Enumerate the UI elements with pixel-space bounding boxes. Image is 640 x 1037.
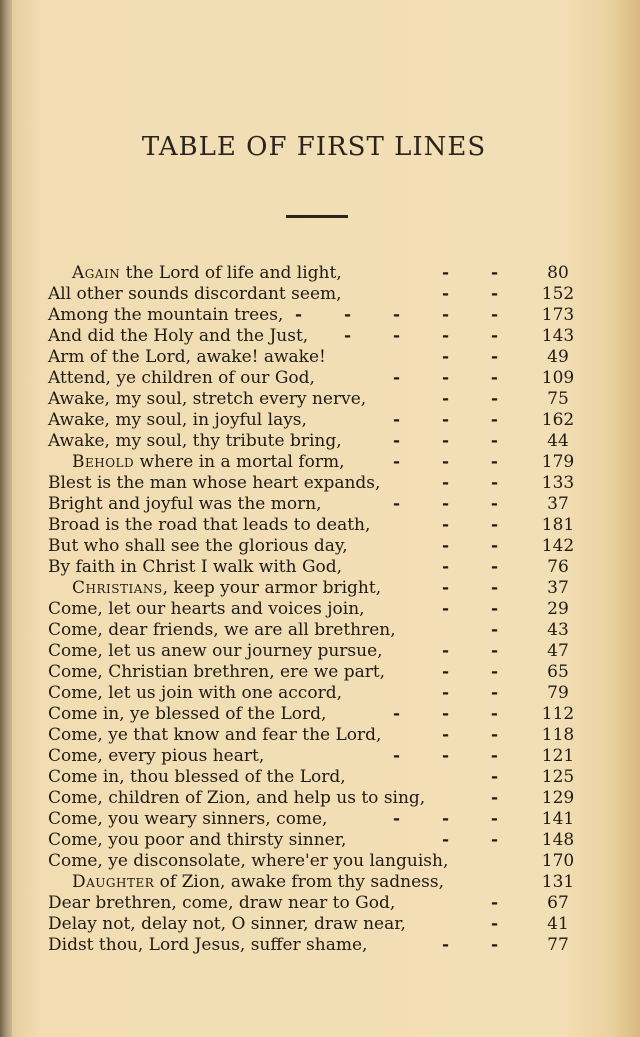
first-line-text (48, 305, 283, 326)
list-item (48, 767, 588, 788)
first-line-rest: Come, Christian brethren, ere we part, (48, 662, 386, 682)
first-line-rest: , keep your armor bright, (162, 578, 382, 598)
leader-dashes: - - (441, 830, 516, 850)
page-number: 162 (541, 410, 575, 430)
first-line-text (48, 683, 342, 704)
leader-dashes: - - (441, 935, 516, 955)
list-item (48, 704, 588, 725)
leader-dashes: - - - (392, 809, 516, 829)
list-item (48, 305, 588, 326)
first-line-rest: Delay not, delay not, O sinner, draw near, (48, 914, 406, 934)
list-item (48, 620, 588, 641)
page-number: 131 (541, 872, 575, 892)
leader-dashes: - - - - - (295, 305, 516, 325)
list-item (48, 641, 588, 662)
list-item (48, 389, 588, 410)
page-number: 41 (547, 914, 569, 934)
page-number: 112 (541, 704, 575, 724)
first-line-rest: Come, you weary sinners, come, (48, 809, 328, 829)
leader-dashes: - - (441, 389, 516, 409)
first-line-text (48, 410, 307, 431)
page-number: 170 (541, 851, 575, 871)
first-line-text (48, 284, 342, 305)
first-line-rest: All other sounds discordant seem, (48, 284, 342, 304)
first-line-text (48, 935, 367, 956)
first-line-rest: Awake, my soul, thy tribute bring, (48, 431, 342, 451)
first-line-rest: Come, let us join with one accord, (48, 683, 342, 703)
list-item (48, 893, 588, 914)
page-number: 43 (547, 620, 569, 640)
leader-dashes: - (490, 914, 516, 934)
list-item (48, 809, 588, 830)
first-line-rest: Attend, ye children of our God, (48, 368, 315, 388)
first-line-text (48, 389, 366, 410)
list-item (48, 452, 588, 473)
leader-dashes: - - (441, 515, 516, 535)
first-line-text (48, 830, 346, 851)
first-line-rest: Come, dear friends, we are all brethren, (48, 620, 396, 640)
list-item (48, 473, 588, 494)
first-line-text (48, 557, 342, 578)
first-line-text (48, 620, 396, 641)
list-item (48, 599, 588, 620)
leader-dashes: - (490, 767, 516, 787)
first-lines-list (48, 263, 588, 956)
page-number: 44 (547, 431, 569, 451)
first-line-rest: Come in, ye blessed of the Lord, (48, 704, 327, 724)
page-number: 181 (541, 515, 575, 535)
leader-dashes: - - - (392, 704, 516, 724)
page-number: 148 (541, 830, 575, 850)
page-number: 143 (541, 326, 575, 346)
page-number: 29 (547, 599, 569, 619)
list-item (48, 683, 588, 704)
leader-dashes: - - - (392, 368, 516, 388)
page-number: 129 (541, 788, 575, 808)
leader-dashes: - (490, 620, 516, 640)
first-line-rest: Come, let us anew our journey pursue, (48, 641, 383, 661)
page-number: 37 (547, 494, 569, 514)
leader-dashes: - - (441, 536, 516, 556)
first-line-text (48, 914, 406, 935)
page-number: 76 (547, 557, 569, 577)
title-rule (286, 215, 348, 218)
page-number: 65 (547, 662, 569, 682)
leader-dashes: - - (441, 725, 516, 745)
leader-dashes: - - (441, 599, 516, 619)
list-item (48, 494, 588, 515)
list-item (48, 284, 588, 305)
first-line-rest: Come, every pious heart, (48, 746, 265, 766)
page-number: 118 (541, 725, 575, 745)
list-item (48, 746, 588, 767)
first-line-rest: Come, children of Zion, and help us to sing, (48, 788, 426, 808)
leader-dashes: - - (441, 641, 516, 661)
leader-dashes: - - - (392, 452, 516, 472)
first-line-text (48, 473, 380, 494)
leader-dashes: - - - (392, 494, 516, 514)
list-item (48, 368, 588, 389)
list-item (48, 431, 588, 452)
first-line-rest: By faith in Christ I walk with God, (48, 557, 343, 577)
first-line-rest: Awake, my soul, stretch every nerve, (48, 389, 367, 409)
first-line-text (48, 746, 264, 767)
first-line-text (48, 515, 370, 536)
page-number: 121 (541, 746, 575, 766)
first-line-text (48, 263, 342, 284)
list-item (48, 851, 588, 872)
list-item (48, 536, 588, 557)
first-line-rest: the Lord of life and light, (120, 263, 342, 283)
leader-dashes: - - - - (344, 326, 516, 346)
leader-dashes: - (490, 788, 516, 808)
first-line-text (48, 536, 348, 557)
leader-dashes: - - (441, 473, 516, 493)
first-line-rest: Blest is the man whose heart expands, (48, 473, 381, 493)
page-number: 67 (547, 893, 569, 913)
leader-dashes: - - - (392, 431, 516, 451)
first-line-rest: of Zion, awake from thy sadness, (154, 872, 444, 892)
page-number: 37 (547, 578, 569, 598)
first-line-rest: Awake, my soul, in joyful lays, (48, 410, 307, 430)
list-item (48, 578, 588, 599)
first-line-text (48, 767, 346, 788)
leader-dashes: - - (441, 284, 516, 304)
leader-dashes: - - (441, 662, 516, 682)
first-line-rest: Come in, thou blessed of the Lord, (48, 767, 346, 787)
list-item (48, 662, 588, 683)
first-line-rest: Dear brethren, come, draw near to God, (48, 893, 396, 913)
first-line-text (48, 641, 383, 662)
list-item (48, 347, 588, 368)
list-item (48, 935, 588, 956)
list-item (48, 263, 588, 284)
page-number: 141 (541, 809, 575, 829)
page-number: 49 (547, 347, 569, 367)
first-line-text (48, 809, 327, 830)
list-item (48, 788, 588, 809)
first-line-rest: Broad is the road that leads to death, (48, 515, 371, 535)
first-line-rest: Come, let our hearts and voices join, (48, 599, 365, 619)
first-line-rest: Didst thou, Lord Jesus, suffer shame, (48, 935, 368, 955)
first-line-text (48, 347, 326, 368)
page-number: 173 (541, 305, 575, 325)
list-item (48, 515, 588, 536)
first-line-text (48, 893, 395, 914)
first-line-text (48, 788, 425, 809)
page-number: 77 (547, 935, 569, 955)
first-line-rest: Arm of the Lord, awake! awake! (48, 347, 326, 367)
section-lead-word: Behold (72, 452, 135, 472)
first-line-rest: Come, ye disconsolate, where'er you languish, (48, 851, 449, 871)
leader-dashes: - - (441, 683, 516, 703)
page-number: 133 (541, 473, 575, 493)
page-title: TABLE OF FIRST LINES (141, 132, 487, 162)
page-number: 79 (547, 683, 569, 703)
first-line-text (48, 578, 381, 599)
leader-dashes: - - (441, 263, 516, 283)
list-item (48, 410, 588, 431)
first-line-text (48, 872, 444, 893)
list-item (48, 557, 588, 578)
leader-dashes: - - - (392, 746, 516, 766)
first-line-rest: And did the Holy and the Just, (48, 326, 309, 346)
page-number: 179 (541, 452, 575, 472)
leader-dashes: - - (441, 578, 516, 598)
page-number: 152 (541, 284, 575, 304)
list-item (48, 914, 588, 935)
first-line-text (48, 704, 326, 725)
section-lead-word: Daughter (72, 872, 155, 892)
first-line-text (48, 326, 308, 347)
first-line-rest: But who shall see the glorious day, (48, 536, 348, 556)
first-line-text (48, 599, 365, 620)
page-number: 125 (541, 767, 575, 787)
page-number: 80 (547, 263, 569, 283)
first-line-text (48, 431, 342, 452)
leader-dashes: - - (441, 557, 516, 577)
first-line-rest: where in a mortal form, (134, 452, 345, 472)
first-line-text (48, 452, 345, 473)
list-item (48, 872, 588, 893)
first-line-rest: Bright and joyful was the morn, (48, 494, 322, 514)
page-number: 142 (541, 536, 575, 556)
list-item (48, 830, 588, 851)
first-line-rest: Come, you poor and thirsty sinner, (48, 830, 347, 850)
first-line-text (48, 725, 381, 746)
first-line-text (48, 662, 385, 683)
first-line-text (48, 851, 448, 872)
page-number: 109 (541, 368, 575, 388)
list-item (48, 326, 588, 347)
page-number: 47 (547, 641, 569, 661)
first-line-rest: Come, ye that know and fear the Lord, (48, 725, 382, 745)
section-lead-word: Christians (72, 578, 163, 598)
list-item (48, 725, 588, 746)
first-line-text (48, 494, 322, 515)
page-number: 75 (547, 389, 569, 409)
leader-dashes: - - - (392, 410, 516, 430)
leader-dashes: - - (441, 347, 516, 367)
leader-dashes: - (490, 893, 516, 913)
section-lead-word: Again (72, 263, 121, 283)
first-line-rest: Among the mountain trees, (48, 305, 284, 325)
first-line-text (48, 368, 315, 389)
